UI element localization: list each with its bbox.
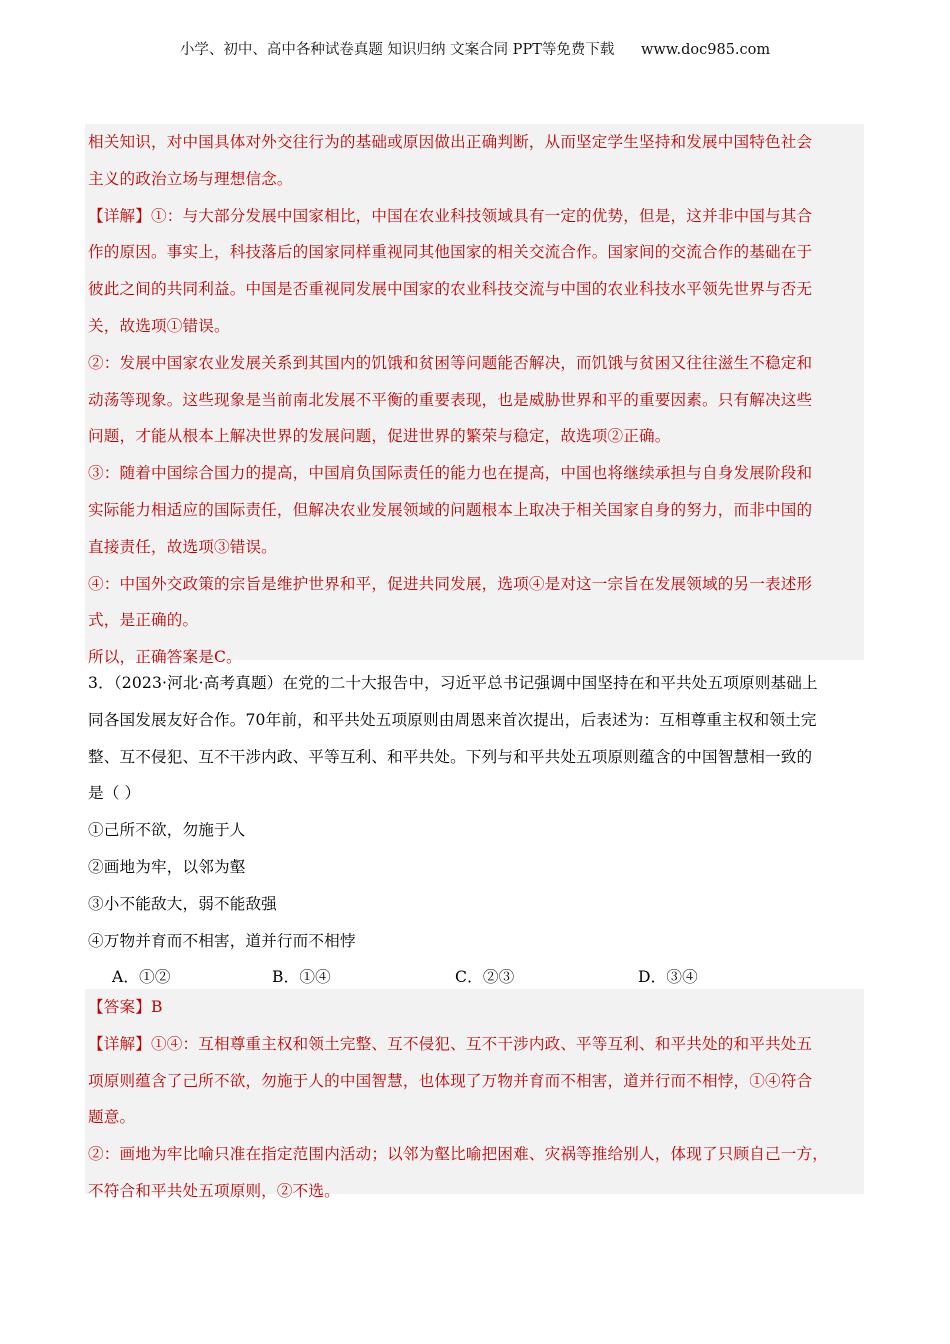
analysis-line: 直接责任，故选项③错误。 [88,537,277,556]
question-3 [88,665,864,996]
analysis-line: 所以，正确答案是C。 [88,648,242,667]
previous-analysis-block [85,124,864,667]
analysis-line: 实际能力相适应的国际责任，但解决农业发展领域的问题根本上取决于相关国家自身的努力，而非中国的 [88,500,813,519]
analysis-line: ③：随着中国综合国力的提高，中国肩负国际责任的能力也在提高，中国也将继续承担与自身发展阶段和 [88,464,813,483]
analysis-line: ④：中国外交政策的宗旨是维护世界和平，促进共同发展，选项④是对这一宗旨在发展领域的另一表述形 [88,574,813,593]
question-stem-line: 同各国发展友好合作。70年前，和平共处五项原则由周恩来首次提出，后表述为：互相尊重主权和领土完 [88,710,817,729]
analysis-line: 动荡等现象。这些现象是当前南北发展不平衡的重要表现，也是威胁世界和平的重要因素。只有解决这些 [88,390,813,409]
analysis-line: 式，是正确的。 [88,611,199,630]
statement-4: ④万物并育而不相害，道并行而不相悖 [88,931,356,950]
answer-line: 题意。 [88,1108,136,1127]
answer-line: 不符合和平共处五项原则，②不选。 [88,1181,340,1200]
statement-1: ①己所不欲，勿施于人 [88,821,246,840]
question-stem-line: 是（ ） [88,784,141,803]
analysis-line: 关，故选项①错误。 [88,316,230,335]
analysis-line: 相关知识，对中国具体对外交往行为的基础或原因做出正确判断，从而坚定学生坚持和发展中国特色社会 [88,133,813,151]
option-a: A．①② [112,968,171,987]
header-tagline: 小学、初中、高中各种试卷真题 知识归纳 文案合同 PPT等免费下载 [179,42,615,58]
option-d: D．③④ [638,968,698,987]
analysis-line: 彼此之间的共同利益。中国是否重视同发展中国家的农业科技交流与中国的农业科技水平领先世界与否无 [88,280,813,299]
page-header [0,40,950,60]
answer-label: 【答案】B [88,998,163,1016]
option-c: C．②③ [455,968,515,987]
header-url: www.doc985.com [640,42,771,58]
analysis-line: ②：发展中国家农业发展关系到其国内的饥饿和贫困等问题能否解决，而饥饿与贫困又往往滋生不稳定和 [88,353,813,372]
analysis-line: 【详解】①：与大部分发展中国家相比，中国在农业科技领域具有一定的优势，但是，这并非中国与其合 [88,206,813,225]
statement-3: ③小不能敌大，弱不能敌强 [88,894,277,913]
question-stem-line: 整、互不侵犯、互不干涉内政、平等互利、和平共处。下列与和平共处五项原则蕴含的中国智慧相一致的 [88,747,813,766]
answer-line: ②：画地为牢比喻只准在指定范围内活动；以邻为壑比喻把困难、灾祸等推给别人，体现了只顾自己一方， [88,1145,828,1164]
statement-2: ②画地为牢，以邻为壑 [88,857,246,876]
answer-line: 【详解】①④：互相尊重主权和领土完整、互不侵犯、互不干涉内政、平等互利、和平共处的和平共处五 [88,1034,813,1053]
question-stem-line: 3．（2023·河北·高考真题）在党的二十大报告中，习近平总书记强调中国坚持在和平共处五项原则基础上 [88,674,818,692]
analysis-line: 主义的政治立场与理想信念。 [88,169,293,188]
answer-analysis-block [85,989,864,1200]
option-b: B．①④ [272,968,331,987]
answer-line: 项原则蕴含了己所不欲，勿施于人的中国智慧，也体现了万物并育而不相害，道并行而不相悖，①④符合 [88,1071,813,1090]
analysis-line: 问题，才能从根本上解决世界的发展问题，促进世界的繁荣与稳定，故选项②正确。 [88,427,671,446]
analysis-line: 作的原因。事实上，科技落后的国家同样重视同其他国家的相关交流合作。国家间的交流合作的基础在于 [88,243,813,262]
